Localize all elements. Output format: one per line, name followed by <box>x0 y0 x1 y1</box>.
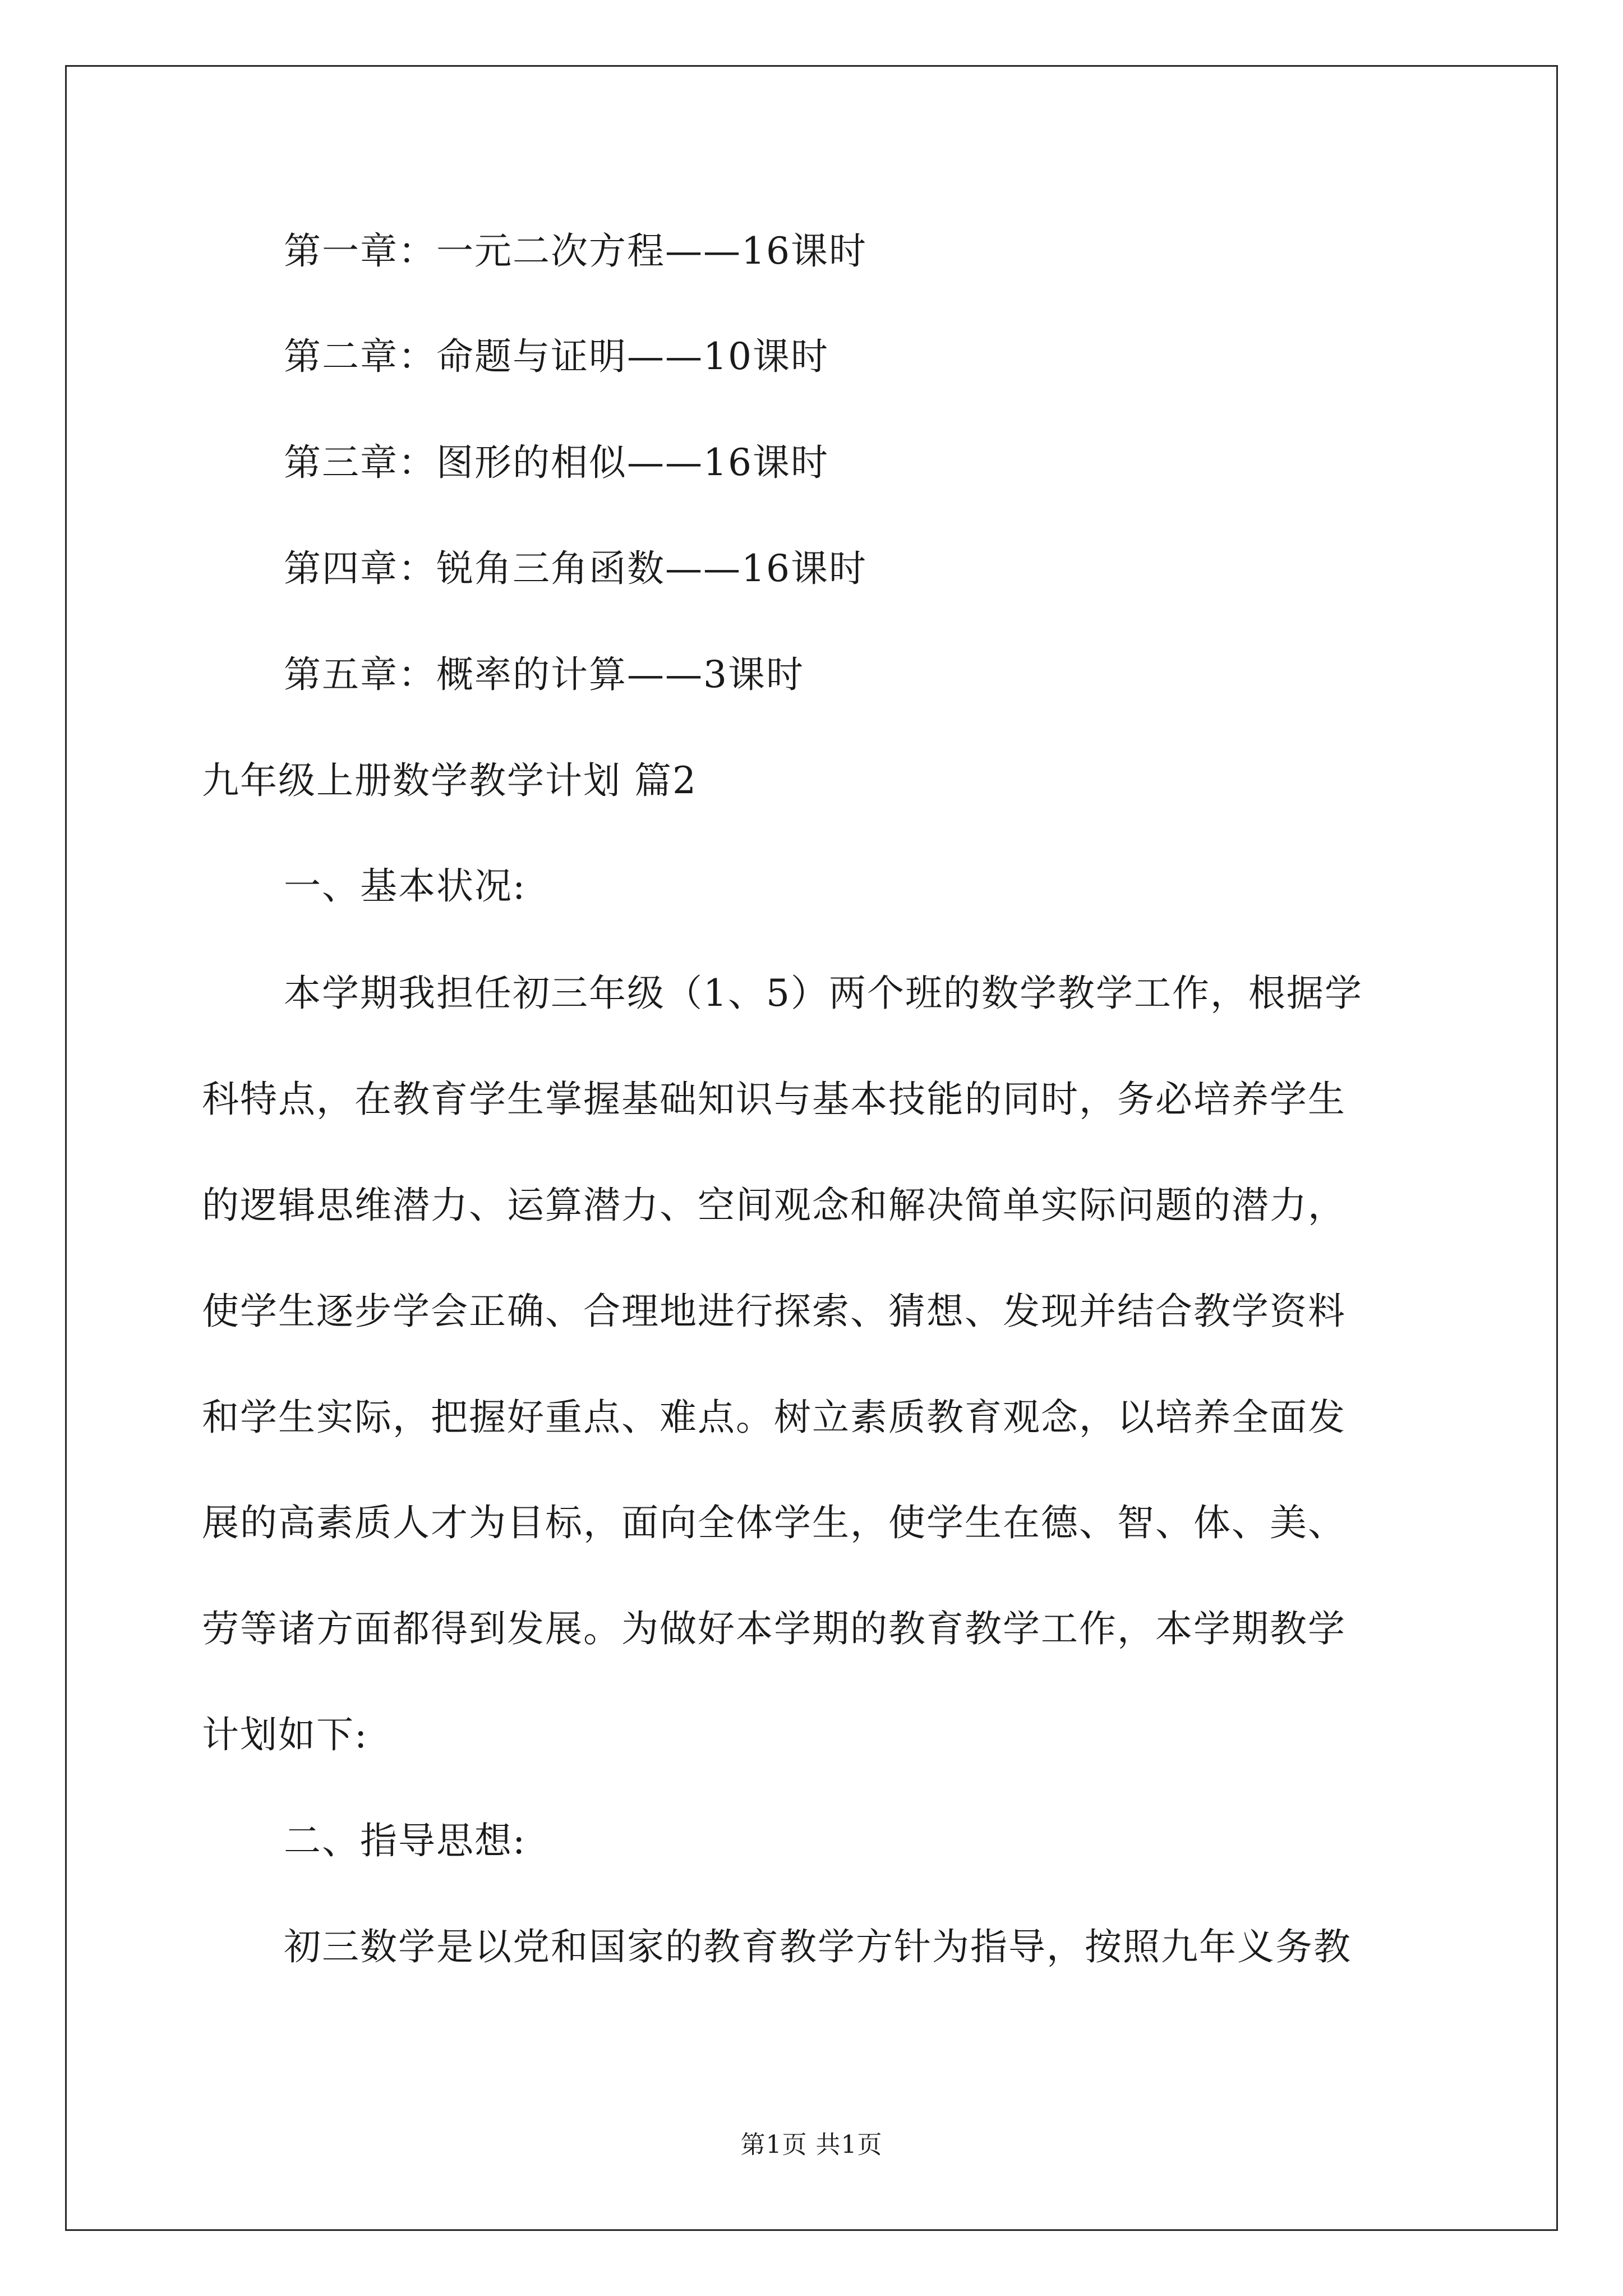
paragraph-line: 和学生实际，把握好重点、难点。树立素质教育观念，以培养全面发 <box>202 1396 1346 1439</box>
paragraph-line: 本学期我担任初三年级（1、5）两个班的数学教学工作，根据学 <box>284 972 1363 1015</box>
paragraph-line: 科特点，在教育学生掌握基础知识与基本技能的同时，务必培养学生 <box>202 1078 1346 1121</box>
page-footer: 第1页 共1页 <box>740 2131 883 2159</box>
chapter-line-5: 第五章：概率的计算——3课时 <box>284 653 804 696</box>
paragraph-line: 初三数学是以党和国家的教育教学方针为指导，按照九年义务教 <box>284 1925 1352 1968</box>
page-border <box>65 65 1558 2231</box>
heading-basic-status: 一、基本状况: <box>284 864 527 908</box>
heading-guiding-thought: 二、指导思想: <box>284 1819 527 1862</box>
paragraph-line: 使学生逐步学会正确、合理地进行探索、猜想、发现并结合教学资料 <box>202 1290 1346 1333</box>
paragraph-line: 的逻辑思维潜力、运算潜力、空间观念和解决简单实际问题的潜力， <box>202 1184 1346 1227</box>
paragraph-line: 展的高素质人才为目标，面向全体学生，使学生在德、智、体、美、 <box>202 1501 1346 1544</box>
section-title: 九年级上册数学教学计划 篇2 <box>202 759 697 802</box>
chapter-line-2: 第二章：命题与证明——10课时 <box>284 335 829 378</box>
paragraph-line: 计划如下: <box>202 1713 368 1756</box>
chapter-line-1: 第一章：一元二次方程——16课时 <box>284 229 867 273</box>
paragraph-line: 劳等诸方面都得到发展。为做好本学期的教育教学工作，本学期教学 <box>202 1607 1346 1650</box>
chapter-line-3: 第三章：图形的相似——16课时 <box>284 441 829 484</box>
chapter-line-4: 第四章：锐角三角函数——16课时 <box>284 547 867 590</box>
